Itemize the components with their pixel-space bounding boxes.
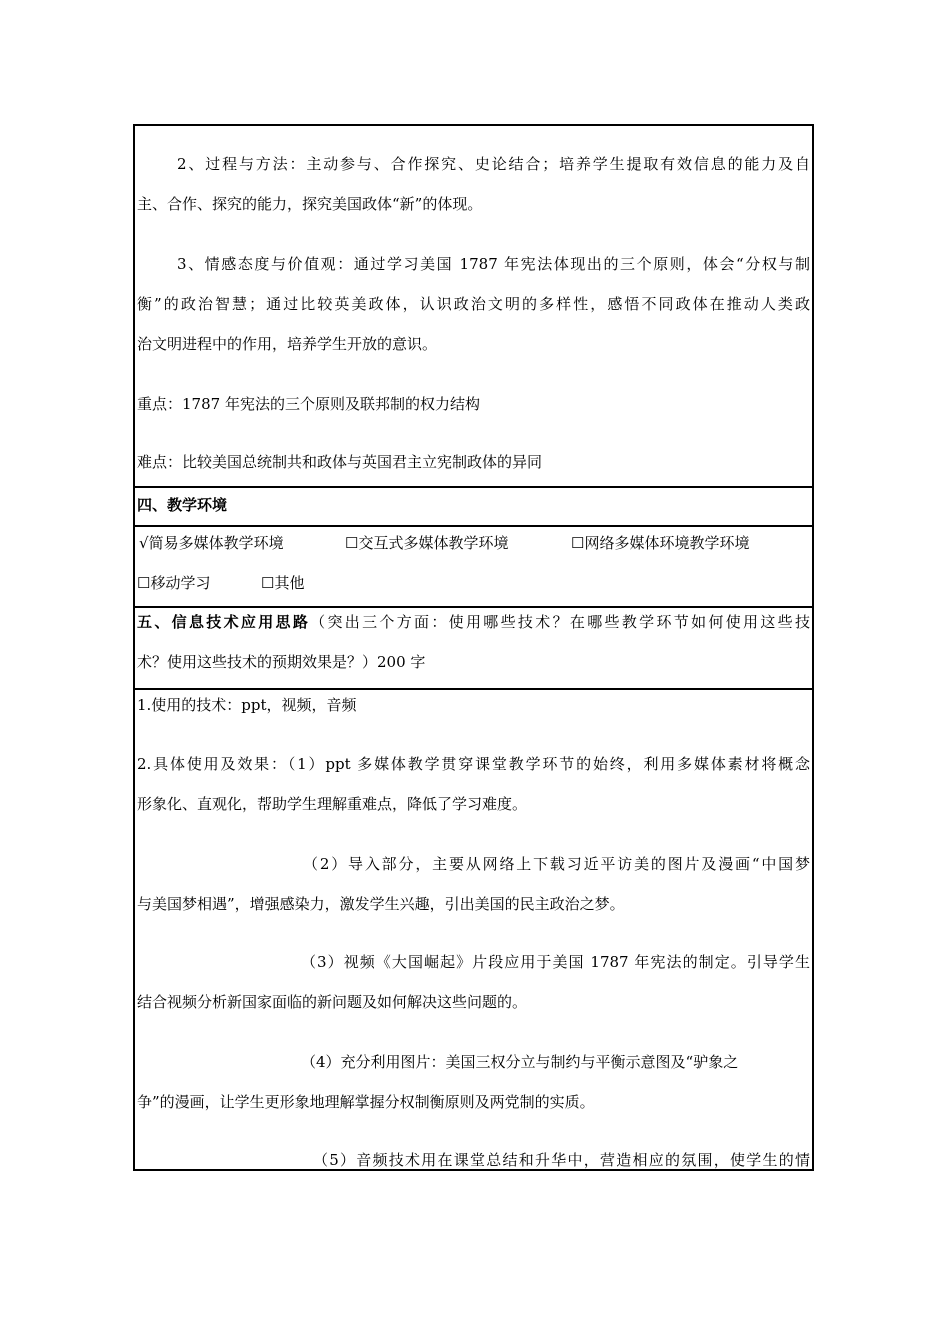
it-ideas-heading-line-2: 术？使用这些技术的预期效果是？）200 字 — [137, 653, 426, 671]
option-simple-multimedia: √简易多媒体教学环境 — [139, 534, 284, 552]
it-ideas-heading: 五、信息技术应用思路 — [137, 613, 311, 631]
process-method-line-1: 2、过程与方法：主动参与、合作探究、史论结合；培养学生提取有效信息的能力及自 — [177, 155, 810, 173]
lesson-plan-table — [133, 124, 814, 1171]
option-mobile-learning: ☐移动学习 — [137, 574, 211, 592]
tech-used: 1.使用的技术：ppt，视频，音频 — [137, 696, 357, 714]
objectives-cell — [135, 126, 812, 488]
environment-heading: 四、教学环境 — [137, 496, 228, 514]
item-5-line-1: （5）音频技术用在课堂总结和升华中，营造相应的氛围，使学生的情 — [313, 1151, 810, 1169]
environment-options-cell — [135, 527, 812, 607]
checkbox-icon: ☐ — [137, 574, 151, 592]
checkbox-icon: ☐ — [261, 574, 275, 592]
usage-line-2: 形象化、直观化，帮助学生理解重难点，降低了学习难度。 — [137, 795, 528, 813]
process-method-line-2: 主、合作、探究的能力，探究美国政体“新”的体现。 — [137, 195, 483, 213]
checkbox-icon: ☐ — [345, 534, 359, 552]
usage-line-1: 2.具体使用及效果：（1）ppt 多媒体教学贯穿课堂教学环节的始终，利用多媒体素材将概念 — [137, 755, 810, 773]
emotion-values-line-1: 3、情感态度与价值观：通过学习美国 1787 年宪法体现出的三个原则，体会“分权与制 — [177, 255, 810, 273]
it-ideas-heading-line-1: 五、信息技术应用思路（突出三个方面：使用哪些技术？在哪些教学环节如何使用这些技 — [137, 613, 810, 631]
item-3-line-1: （3）视频《大国崛起》片段应用于美国 1787 年宪法的制定。引导学生 — [301, 953, 810, 971]
environment-heading-cell — [135, 488, 812, 526]
it-ideas-heading-cell — [135, 608, 812, 688]
difficult-point: 难点：比较美国总统制共和政体与英国君主立宪制政体的异同 — [137, 453, 543, 471]
item-2-line-1: （2）导入部分，主要从网络上下载习近平访美的图片及漫画“中国梦 — [303, 855, 810, 873]
item-2-line-2: 与美国梦相遇”，增强感染力，激发学生兴趣，引出美国的民主政治之梦。 — [137, 895, 625, 913]
item-3-line-2: 结合视频分析新国家面临的新问题及如何解决这些问题的。 — [137, 993, 528, 1011]
key-point: 重点：1787 年宪法的三个原则及联邦制的权力结构 — [137, 395, 480, 413]
check-mark-icon: √ — [139, 534, 149, 552]
emotion-values-line-2: 衡”的政治智慧；通过比较英美政体，认识政治文明的多样性，感悟不同政体在推动人类政 — [137, 295, 810, 313]
it-ideas-content-cell — [135, 690, 812, 1170]
option-other: ☐其他 — [261, 574, 305, 592]
option-interactive-multimedia: ☐交互式多媒体教学环境 — [345, 534, 509, 552]
item-4-line-1: （4）充分利用图片：美国三权分立与制约与平衡示意图及“驴象之 — [301, 1053, 739, 1071]
checkbox-icon: ☐ — [571, 534, 585, 552]
emotion-values-line-3: 治文明进程中的作用，培养学生开放的意识。 — [137, 335, 438, 353]
item-4-line-2: 争”的漫画，让学生更形象地理解掌握分权制衡原则及两党制的实质。 — [137, 1093, 595, 1111]
option-network-multimedia: ☐网络多媒体环境教学环境 — [571, 534, 750, 552]
